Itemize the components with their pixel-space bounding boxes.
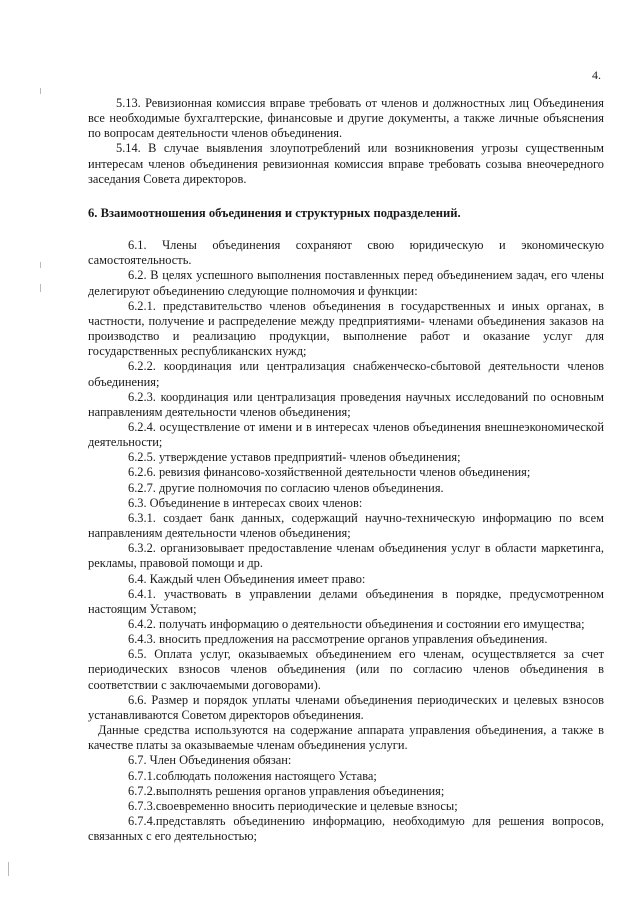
paragraph: 6.7. Член Объединения обязан: [128,753,292,768]
paragraph: 6.1. Члены объединения сохраняют свою юридическую и экономическую самостоятельность. [88,238,604,268]
paragraph: 6.2.6. ревизия финансово-хозяйственной деятельности членов объединения; [128,465,531,480]
paragraph: 6.4.3. вносить предложения на рассмотрение органов управления объединения. [128,632,548,647]
section-heading: 6. Взаимоотношения объединения и структурных подразделений. [88,205,461,220]
page-number: 4. [592,68,601,82]
scan-margin-mark [40,88,41,94]
document-body [88,96,604,844]
paragraph: 6.2. В целях успешного выполнения поставленных перед объединением задач, его члены делегируют объединению следующие полномочия и функции: [88,268,604,298]
paragraph: 6.7.1.соблюдать положения настоящего Устава; [128,768,377,783]
paragraph: 5.13. Ревизионная комиссия вправе требовать от членов и должностных лиц Объединения все необходимые бухгалтерские, финансовые и другие документы, а также личные объяснения по вопросам деятельности членов объединения. [88,96,604,141]
paragraph: 6.2.5. утверждение уставов предприятий- членов объединения; [128,450,461,465]
paragraph: 6.7.3.своевременно вносить периодические и целевые взносы; [128,798,458,813]
paragraph: 6.2.7. другие полномочия по согласию членов объединения. [128,480,444,495]
paragraph: 6.2.4. осуществление от имени и в интересах членов объединения внешнеэкономической деятельности; [88,419,604,450]
scan-margin-mark [40,262,41,268]
paragraph: 5.14. В случае выявления злоупотреблений или возникновения угрозы существенным интересам членов объединения ревизионная комиссия вправе требовать созыва внеочередного заседания Совета директоров. [88,141,604,186]
paragraph: 6.4.1. участвовать в управлении делами объединения в порядке, предусмотренном настоящим Уставом; [88,586,604,616]
paragraph: 6.3.2. организовывает предоставление членам объединения услуг в области маркетинга, рекламы, правовой помощи и др. [88,541,604,571]
paragraph: 6.7.4.представлять объединению информацию, необходимую для решения вопросов, связанных с его деятельностью; [88,814,604,844]
paragraph: Данные средства используются на содержание аппарата управления объединения, а также в качестве платы за оказываемые членам объединения услуги. [88,723,604,753]
paragraph: 6.5. Оплата услуг, оказываемых объединением его членам, осуществляется за счет периодических взносов членов объединения (или по согласию членов объединения в соответствии с заключаемыми договорами). [88,647,604,692]
paragraph: 6.4.2. получать информацию о деятельности объединения и состоянии его имущества; [128,617,585,631]
paragraph: 6.2.3. координация или централизация проведения научных исследований по основным направлениям деятельности членов объединения; [88,389,604,419]
paragraph: 6.7.2.выполнять решения органов управления объединения; [128,783,445,798]
scan-margin-mark [40,284,41,292]
paragraph: 6.6. Размер и порядок уплаты членами объединения периодических и целевых взносов устанавливаются Советом директоров объединения. [88,692,604,722]
paragraph: 6.4. Каждый член Объединения имеет право: [128,571,366,586]
paragraph: 6.2.1. представительство членов объединения в государственных и иных органах, в частности, получение и распределение между предприятиями- членами объединения заказов на производство и реализацию продукции, выполнение работ и оказание услуг для государственных республиканских нужд; [88,298,604,359]
scan-margin-mark [8,862,9,876]
paragraph: 6.3. Объединение в интересах своих членов: [128,495,363,510]
paragraph: 6.2.2. координация или централизация снабженческо-сбытовой деятельности членов объединения; [88,359,604,389]
paragraph: 6.3.1. создает банк данных, содержащий научно-техническую информацию по всем направлениям деятельности членов объединения; [88,510,604,541]
